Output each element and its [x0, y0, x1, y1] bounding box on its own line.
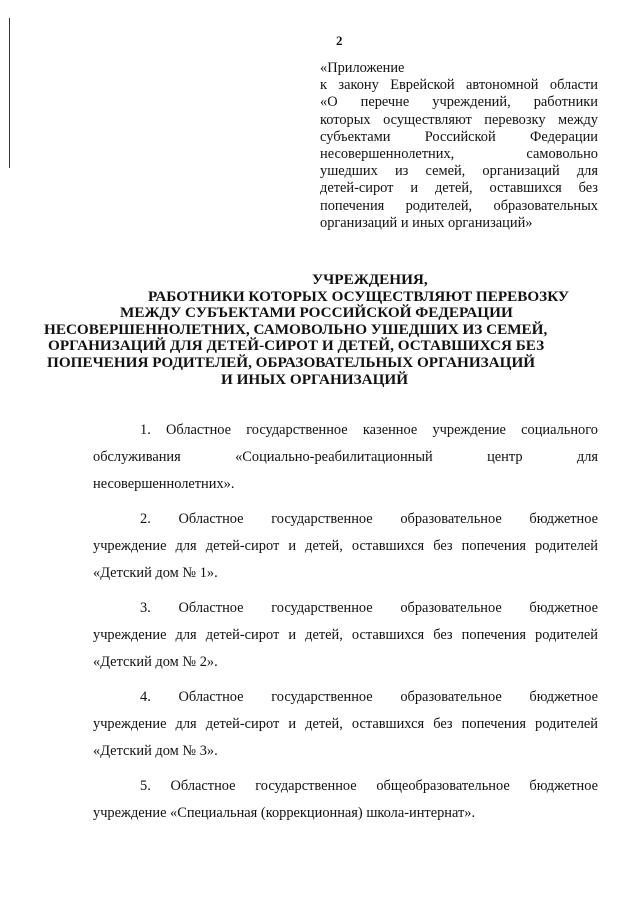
item-line: «Детский дом № 1».: [93, 565, 218, 581]
title-line: РАБОТНИКИ КОТОРЫХ ОСУЩЕСТВЛЯЮТ ПЕРЕВОЗКУ: [148, 287, 570, 305]
item-line: 1. Областное государственное казенное учреждение социального: [140, 422, 598, 438]
page-number: 2: [336, 33, 343, 48]
document-title: [44, 272, 640, 388]
item-line: 4. Областное государственное образовательное бюджетное: [140, 689, 598, 705]
appendix-line: «Приложение: [320, 60, 405, 76]
title-line: И ИНЫХ ОРГАНИЗАЦИЙ: [221, 370, 409, 388]
appendix-line: к закону Еврейской автономной области: [320, 77, 598, 94]
item-line: 5. Областное государственное общеобразовательное бюджетное: [140, 778, 598, 794]
appendix-line: организаций и иных организаций»: [320, 214, 533, 231]
appendix-line: которых осуществляют перевозку между: [320, 111, 598, 128]
appendix-line: «О перечне учреждений, работники: [320, 94, 598, 111]
list-item: [93, 420, 598, 495]
appendix-line: несовершеннолетних, самовольно: [320, 146, 598, 163]
title-line: МЕЖДУ СУБЪЕКТАМИ РОССИЙСКОЙ ФЕДЕРАЦИИ: [120, 304, 513, 322]
appendix-line: попечения родителей, образовательных: [320, 197, 598, 214]
appendix-line: ушедших из семей, организаций для: [320, 163, 598, 180]
title-line: НЕСОВЕРШЕННОЛЕТНИХ, САМОВОЛЬНО УШЕДШИХ ИЗ СЕМЕЙ,: [44, 320, 548, 338]
item-line: 2. Областное государственное образовательное бюджетное: [140, 511, 598, 527]
appendix-line: детей-сирот и детей, оставшихся без: [320, 180, 598, 197]
list-item: [93, 776, 598, 824]
item-line: обслуживания «Социально-реабилитационный центр для: [93, 449, 598, 465]
item-line: 3. Областное государственное образовательное бюджетное: [140, 600, 598, 616]
item-line: учреждение для детей-сирот и детей, оставшихся без попечения родителей: [93, 716, 598, 732]
list-item: [93, 687, 598, 762]
item-line: учреждение «Специальная (коррекционная) школа-интернат».: [93, 805, 476, 821]
item-line: «Детский дом № 3».: [93, 743, 218, 759]
institution-list: [93, 420, 598, 838]
title-line: ОРГАНИЗАЦИЙ ДЛЯ ДЕТЕЙ-СИРОТ И ДЕТЕЙ, ОСТАВШИХСЯ БЕЗ: [48, 337, 545, 355]
appendix-header: [320, 60, 598, 232]
appendix-line: субъектами Российской Федерации: [320, 128, 598, 145]
title-line: УЧРЕЖДЕНИЯ,: [312, 271, 428, 288]
scan-edge-line: [9, 18, 10, 168]
title-line: ПОПЕЧЕНИЯ РОДИТЕЛЕЙ, ОБРАЗОВАТЕЛЬНЫХ ОРГАНИЗАЦИЙ: [47, 353, 536, 371]
item-line: «Детский дом № 2».: [93, 654, 218, 670]
item-line: учреждение для детей-сирот и детей, оставшихся без попечения родителей: [93, 538, 598, 554]
item-line: несовершеннолетних».: [93, 476, 235, 492]
item-line: учреждение для детей-сирот и детей, оставшихся без попечения родителей: [93, 627, 598, 643]
list-item: [93, 598, 598, 673]
list-item: [93, 509, 598, 584]
